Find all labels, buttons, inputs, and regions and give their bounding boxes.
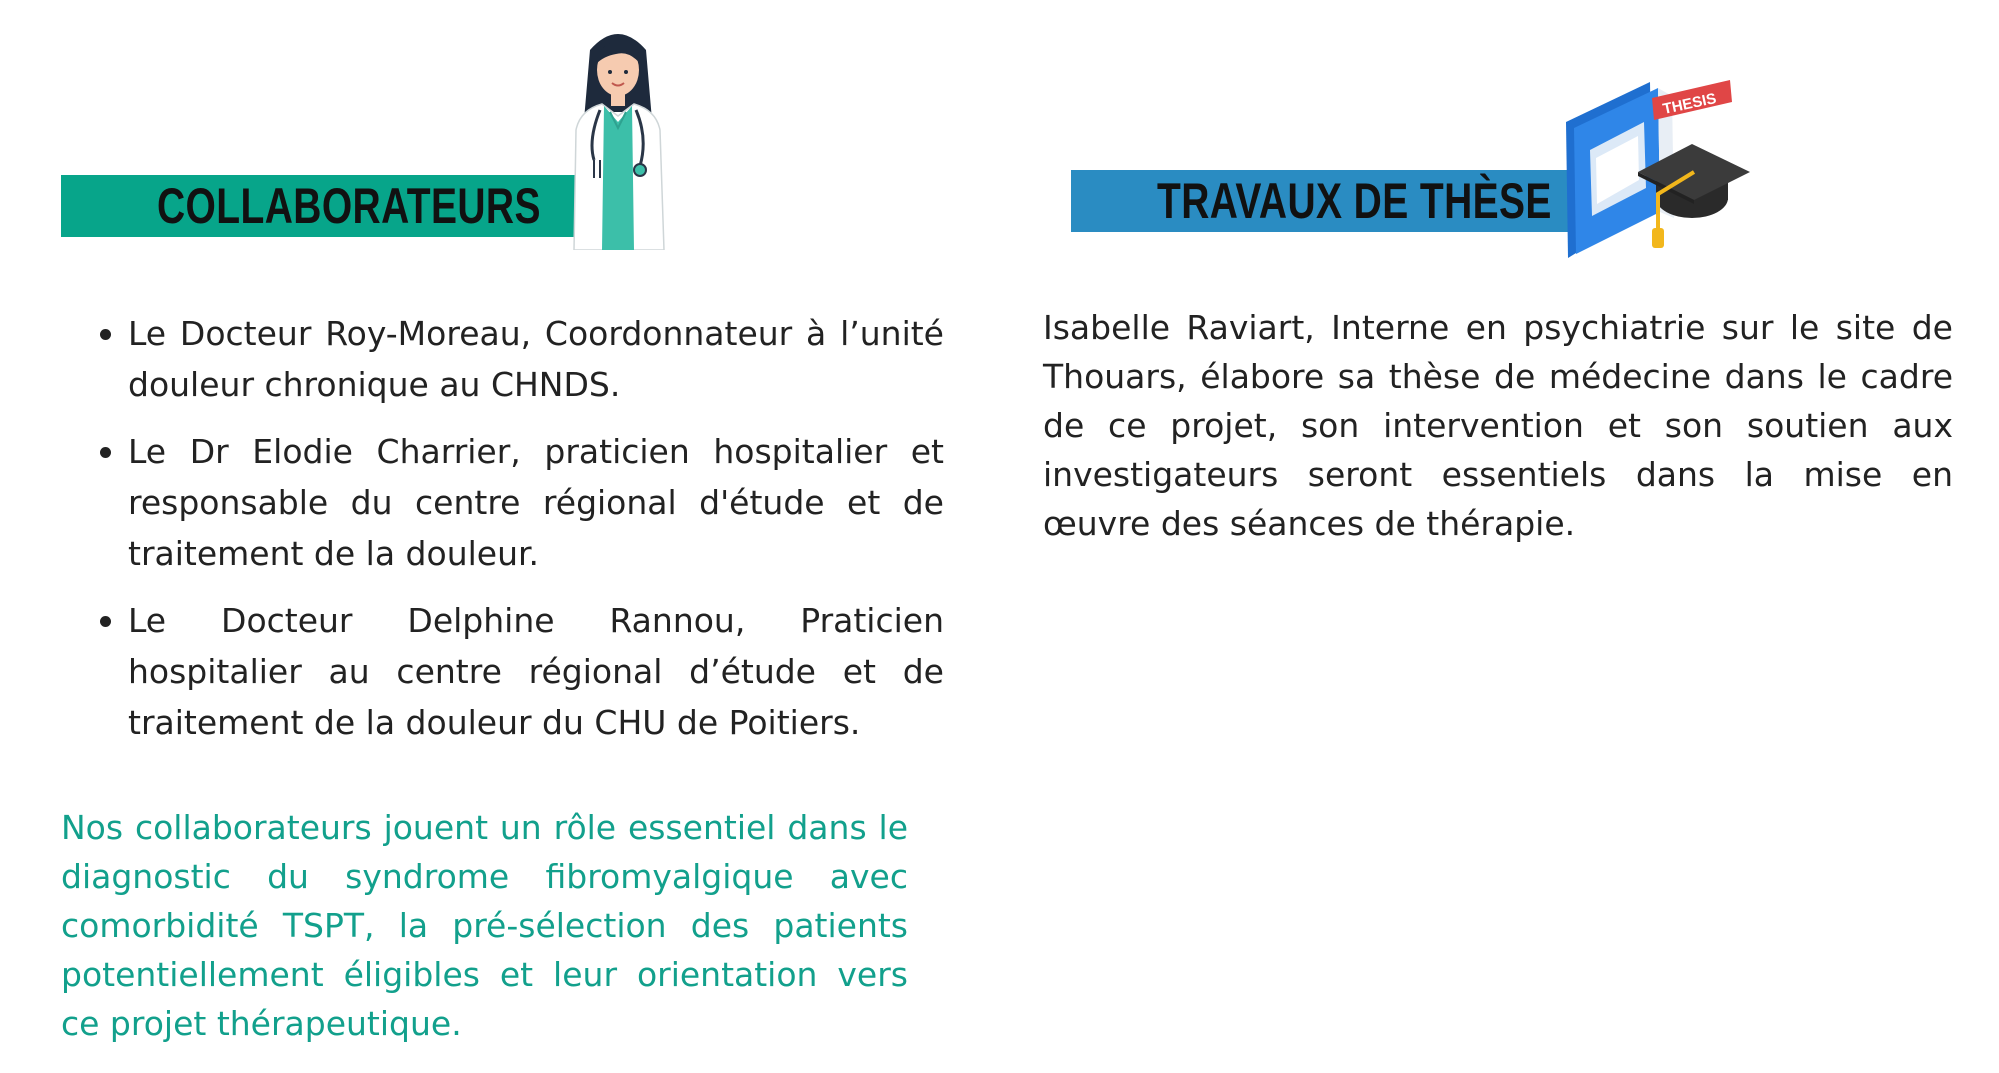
collaborators-header-bar <box>61 175 582 237</box>
collaborator-text: Le Docteur Delphine Rannou, Praticien hospitalier au centre régional d’étude et de traitement de la douleur du CHU de Poitiers. <box>128 601 944 742</box>
doctor-icon <box>560 20 678 250</box>
thesis-header-bar <box>1071 170 1591 232</box>
collaborator-text: Le Docteur Roy-Moreau, Coordonnateur à l’unité douleur chronique au CHNDS. <box>128 314 944 404</box>
thesis-description: Isabelle Raviart, Interne en psychiatrie sur le site de Thouars, élabore sa thèse de médecine dans le cadre de ce projet, son intervention et son soutien aux investigateurs seront essentiels dans la mise en œuvre des séances de thérapie. <box>1043 308 1953 543</box>
bullet-icon <box>100 329 111 340</box>
thesis-book-icon <box>1560 76 1760 260</box>
thesis-title: TRAVAUX DE THÈSE <box>1157 173 1552 229</box>
collaborator-text: Le Dr Elodie Charrier, praticien hospitalier et responsable du centre régional d'étude et de traitement de la douleur. <box>128 432 944 573</box>
bullet-icon <box>100 616 111 627</box>
collaborators-title: COLLABORATEURS <box>157 178 541 234</box>
list-item <box>128 426 944 579</box>
collaborators-note: Nos collaborateurs jouent un rôle essentiel dans le diagnostic du syndrome fibromyalgique avec comorbidité TSPT, la pré-sélection des patients potentiellement éligibles et leur orientation vers ce projet thérapeutique. <box>61 808 908 1043</box>
bullet-icon <box>100 447 111 458</box>
list-item <box>128 308 944 410</box>
collaborators-list <box>92 308 944 764</box>
thesis-ribbon-label: THESIS <box>1661 90 1718 118</box>
list-item <box>128 595 944 748</box>
